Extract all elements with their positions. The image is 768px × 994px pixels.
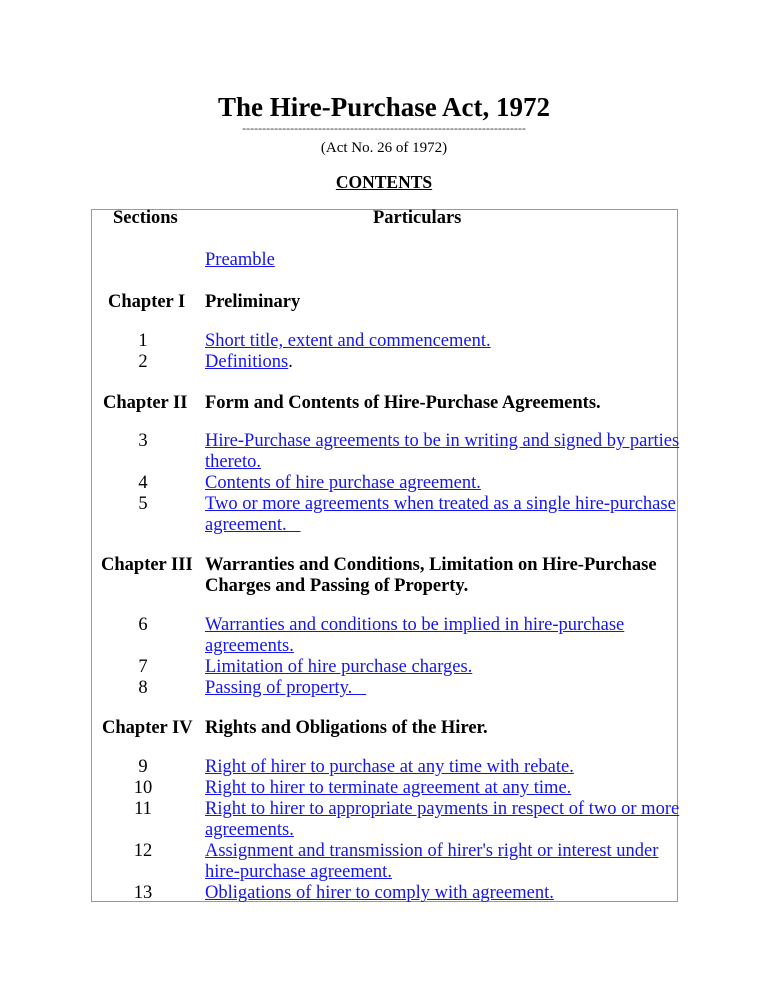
section-link[interactable]: Definitions	[205, 352, 289, 372]
chapter-title: Form and Contents of Hire-Purchase Agreements.	[205, 393, 601, 413]
chapter-label: Chapter IV	[102, 718, 193, 738]
column-header-sections: Sections	[113, 208, 178, 228]
section-link[interactable]: Two or more agreements when treated as a single hire-purchase	[205, 494, 676, 514]
section-link-cont[interactable]: agreements.	[205, 820, 294, 840]
contents-heading	[0, 171, 768, 193]
section-link-cont[interactable]: hire-purchase agreement.	[205, 862, 392, 882]
section-number: 5	[138, 494, 148, 514]
section-number: 3	[138, 431, 148, 451]
chapter-title-cont: Charges and Passing of Property.	[205, 576, 469, 596]
section-link[interactable]: Obligations of hirer to comply with agreement.	[205, 883, 554, 903]
section-link[interactable]: Right to hirer to appropriate payments in respect of two or more	[205, 799, 680, 819]
contents-heading-text: CONTENTS	[335, 172, 433, 192]
section-link[interactable]: Contents of hire purchase agreement.	[205, 473, 481, 493]
section-link[interactable]: Warranties and conditions to be implied in hire-purchase	[205, 615, 625, 635]
section-number: 10	[133, 778, 153, 798]
section-number: 1	[138, 331, 148, 351]
section-link[interactable]: Hire-Purchase agreements to be in writing and signed by parties	[205, 431, 680, 451]
column-header-particulars: Particulars	[373, 208, 462, 228]
section-number: 11	[134, 799, 152, 819]
section-entry	[205, 352, 293, 373]
section-number: 2	[138, 352, 148, 372]
section-link[interactable]: Limitation of hire purchase charges.	[205, 657, 473, 677]
section-number: 9	[138, 757, 148, 777]
section-number: 8	[138, 678, 148, 698]
section-number: 6	[138, 615, 148, 635]
chapter-label: Chapter I	[108, 292, 186, 312]
page-title: The Hire-Purchase Act, 1972	[218, 92, 550, 122]
chapter-title: Rights and Obligations of the Hirer.	[205, 718, 488, 738]
section-link[interactable]: Passing of property.	[205, 678, 367, 698]
punctuation: .	[288, 352, 293, 372]
section-link[interactable]: Short title, extent and commencement.	[205, 331, 491, 351]
section-link[interactable]: Right to hirer to terminate agreement at any time.	[205, 778, 572, 798]
section-link-cont[interactable]: thereto.	[205, 452, 261, 472]
link-preamble[interactable]: Preamble	[205, 250, 275, 270]
section-number: 4	[138, 473, 148, 493]
act-number: (Act No. 26 of 1972)	[320, 140, 448, 156]
chapter-title: Warranties and Conditions, Limitation on Hire-Purchase	[205, 555, 657, 575]
chapter-label: Chapter III	[101, 555, 193, 575]
section-number: 7	[138, 657, 148, 677]
section-link[interactable]: Right of hirer to purchase at any time with rebate.	[205, 757, 574, 777]
section-link[interactable]: Assignment and transmission of hirer's right or interest under	[205, 841, 659, 861]
chapter-label: Chapter II	[103, 393, 188, 413]
section-number: 12	[133, 841, 153, 861]
chapter-title: Preliminary	[205, 292, 301, 312]
title-divider: -----------------------------------------------------------------------	[242, 121, 526, 135]
section-link-cont[interactable]: agreement.	[205, 515, 301, 535]
section-link-cont[interactable]: agreements.	[205, 636, 294, 656]
section-number: 13	[133, 883, 153, 903]
